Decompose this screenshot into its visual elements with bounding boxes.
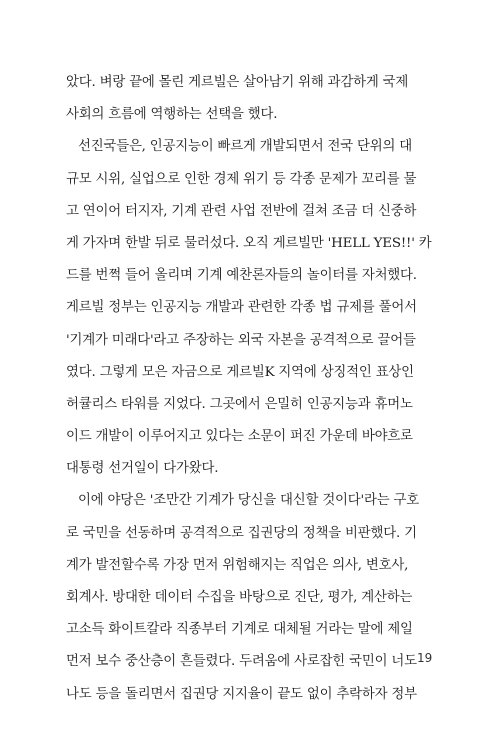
text-line: 규모 시위, 실업으로 인한 경제 위기 등 각종 문제가 꼬리를 물 — [66, 171, 417, 187]
body-text — [66, 67, 436, 711]
text-line: 사회의 흐름에 역행하는 선택을 했다. — [66, 107, 278, 123]
text-line: 게르빌 정부는 인공지능 개발과 관련한 각종 법 규제를 풀어서 — [66, 300, 417, 316]
text-line: 고 연이어 터지자, 기계 관련 사업 전반에 걸쳐 조금 더 신중하 — [66, 203, 417, 219]
text-line: '기계가 미래다'라고 주장하는 외국 자본을 공격적으로 끌어들 — [66, 332, 416, 348]
text-line: 회계사. 방대한 데이터 수집을 바탕으로 진단, 평가, 계산하는 — [66, 590, 413, 605]
text-line: 았다. 벼랑 끝에 몰린 게르빌은 살아남기 위해 과감하게 국제 — [66, 75, 409, 90]
text-line: 로 국민을 선동하며 공격적으로 집권당의 정책을 비판했다. 기 — [66, 525, 417, 541]
text-line: 허큘리스 타워를 지었다. 그곳에서 은밀히 인공지능과 휴머노 — [66, 396, 413, 412]
text-line: 이드 개발이 이루어지고 있다는 소문이 퍼진 가운데 바야흐로 — [66, 429, 413, 445]
text-line: 나도 등을 돌리면서 집권당 지지율이 끝도 없이 추락하자 정부 — [66, 686, 417, 702]
text-line: 드를 번쩍 들어 올리며 기계 예찬론자들의 놀이터를 자처했다. — [66, 268, 417, 284]
text-line: 선진국들은, 인공지능이 빠르게 개발되면서 전국 단위의 대 — [78, 139, 413, 155]
text-line: 였다. 그렇게 모은 자금으로 게르빌K 지역에 상징적인 표상인 — [66, 364, 414, 380]
text-line: 고소득 화이트칼라 직종부터 기계로 대체될 거라는 말에 제일 — [66, 622, 413, 638]
text-line: 먼저 보수 중산층이 흔들렸다. 두려움에 사로잡힌 국민이 너도 — [66, 654, 417, 670]
text-line: 계가 발전할수록 가장 먼저 위험해지는 직업은 의사, 변호사, — [66, 557, 409, 573]
page-number: 19 — [417, 651, 433, 665]
text-line: 게 가자며 한발 뒤로 물러섰다. 오직 게르빌만 'HELL YES!!' 카 — [66, 235, 432, 251]
text-line: 대통령 선거일이 다가왔다. — [66, 461, 219, 477]
text-line: 이에 야당은 '조만간 기계가 당신을 대신할 것이다'라는 구호 — [78, 493, 420, 509]
